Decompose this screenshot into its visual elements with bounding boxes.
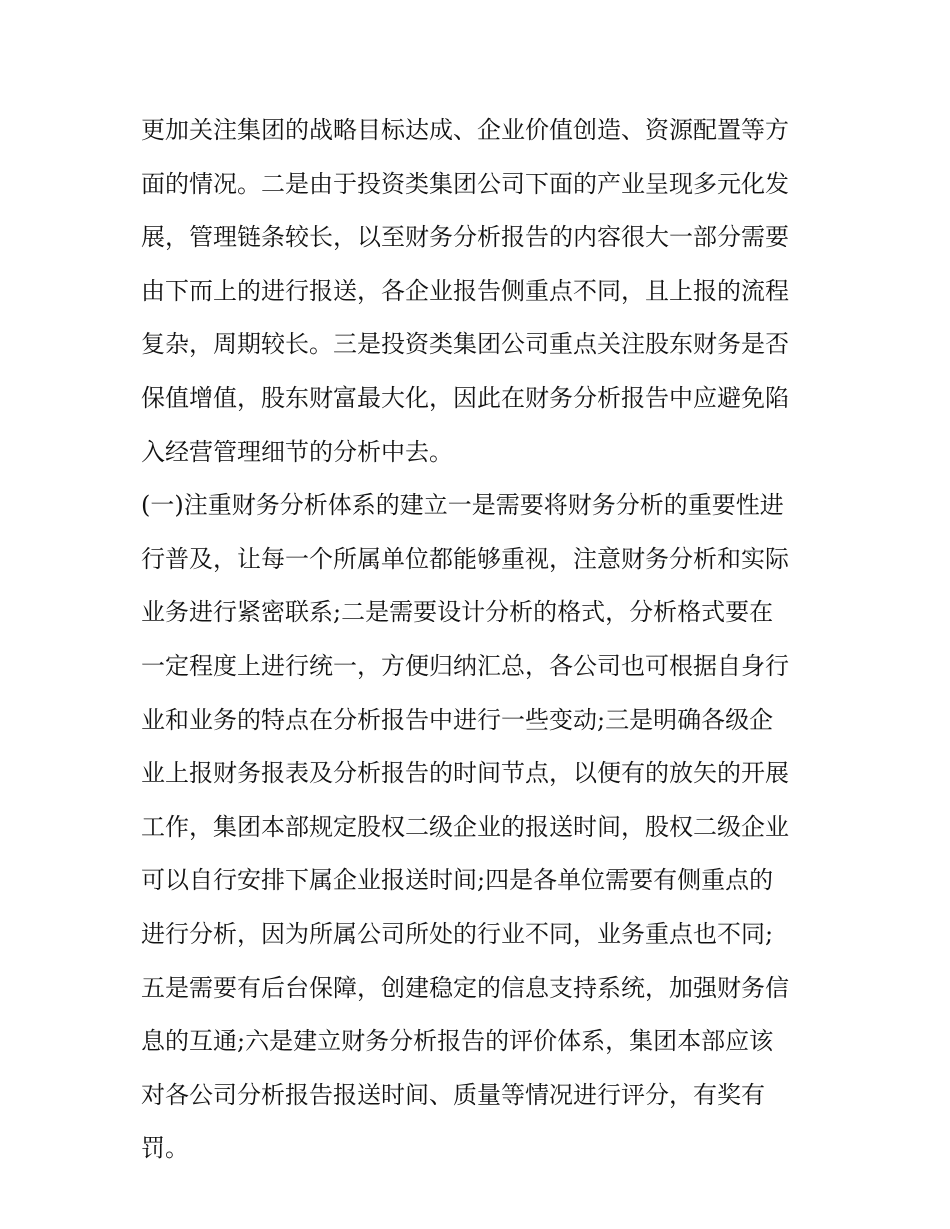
text-line: 进行分析，因为所属公司所处的行业不同，业务重点也不同; [141,919,774,948]
text-line: 行普及，让每一个所属单位都能够重视，注意财务分析和实际 [141,544,789,573]
text-line: 业上报财务报表及分析报告的时间节点，以便有的放矢的开展 [141,759,789,788]
text-line: 对各公司分析报告报送时间、质量等情况进行评分，有奖有 [141,1080,765,1109]
text-line: 入经营管理细节的分析中去。 [141,437,453,466]
text-line: 业和业务的特点在分析报告中进行一些变动;三是明确各级企 [141,705,774,734]
text-line: (一)注重财务分析体系的建立一是需要将财务分析的重要性进 [141,491,784,520]
text-line: 由下而上的进行报送，各企业报告侧重点不同，且上报的流程 [141,276,789,305]
text-line: 业务进行紧密联系;二是需要设计分析的格式，分析格式要在 [141,598,774,627]
text-line: 保值增值，股东财富最大化，因此在财务分析报告中应避免陷 [141,383,789,412]
text-line: 面的情况。二是由于投资类集团公司下面的产业呈现多元化发 [141,169,789,198]
text-line: 一定程度上进行统一，方便归纳汇总，各公司也可根据自身行 [141,651,789,680]
text-line: 展，管理链条较长，以至财务分析报告的内容很大一部分需要 [141,223,789,252]
text-line: 罚。 [141,1134,189,1163]
text-line: 复杂，周期较长。三是投资类集团公司重点关注股东财务是否 [141,330,789,359]
text-line: 更加关注集团的战略目标达成、企业价值创造、资源配置等方 [141,116,789,144]
text-line: 息的互通;六是建立财务分析报告的评价体系，集团本部应该 [141,1027,774,1056]
document-body [141,104,821,1176]
text-line: 工作，集团本部规定股权二级企业的报送时间，股权二级企业 [141,812,789,841]
text-line: 五是需要有后台保障，创建稳定的信息支持系统，加强财务信 [141,973,789,1002]
text-line: 可以自行安排下属企业报送时间;四是各单位需要有侧重点的 [141,866,774,895]
